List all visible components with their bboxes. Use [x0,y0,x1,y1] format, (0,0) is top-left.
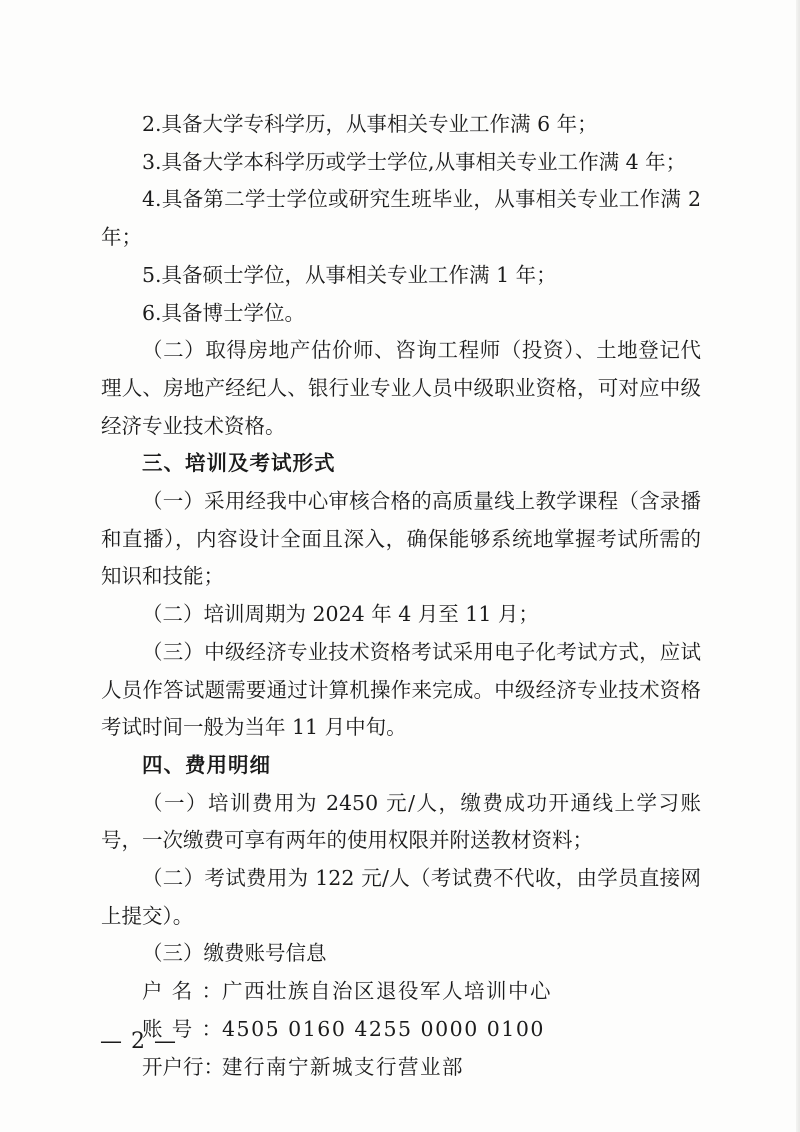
section-heading-training: 三、培训及考试形式 [142,451,336,476]
payment-info-heading: （三）缴费账号信息 [142,941,327,966]
training-period-paragraph: （二）培训周期为 2024 年 4 月至 11 月； [142,602,539,627]
qualification-item-2: 2.具备大学专科学历，从事相关专业工作满 6 年； [142,112,598,136]
account-bank-value: 建行南宁新城支行营业部 [222,1054,464,1079]
account-number-row [101,1011,701,1049]
qualification-item-4: 4.具备第二学士学位或研究生班毕业，从事相关专业工作满 2 年； [101,187,701,250]
exam-format-paragraph: （三）中级经济专业技术资格考试采用电子化考试方式，应试人员作答试题需要通过计算机操作来完成。中级经济专业技术资格考试时间一般为当年 11 月中旬。 [101,639,701,740]
training-course-paragraph: （一）采用经我中心审核合格的高质量线上教学课程（含录播和直播），内容设计全面且深入，确保能够系统地掌握考试所需的知识和技能； [101,489,701,589]
account-bank-label: 开户行： [142,1054,224,1079]
exam-fee-paragraph: （二）考试费用为 122 元/人（考试费不代收，由学员直接网上提交）。 [101,866,701,928]
account-name-value: 广西壮族自治区退役军人培训中心 [222,979,552,1004]
qualification-item-6: 6.具备博士学位。 [142,300,306,325]
page-number: — 2 — [100,1029,177,1054]
account-name-row [101,973,701,1011]
qualification-item-5: 5.具备硕士学位，从事相关专业工作满 1 年； [142,262,557,287]
account-bank-row [101,1049,701,1087]
document-body [101,106,701,1086]
training-fee-paragraph: （一）培训费用为 2450 元/人，缴费成功开通线上学习账号，一次缴费可享有两年的使用权限并附送教材资料； [101,790,701,853]
account-number-value: 4505 0160 4255 0000 0100 [222,1016,545,1041]
page-edge-shadow [796,0,800,1132]
section-heading-fees: 四、费用明细 [142,752,271,777]
qualification-equivalence: （二）取得房地产估价师、咨询工程师（投资）、土地登记代理人、房地产经纪人、银行业专业人员中级职业资格，可对应中级经济专业技术资格。 [101,338,701,438]
account-number-label: 账号： [142,1016,222,1041]
account-name-label: 户名： [142,979,222,1004]
qualification-item-3: 3.具备大学本科学历或学士学位,从事相关专业工作满 4 年； [142,149,687,174]
